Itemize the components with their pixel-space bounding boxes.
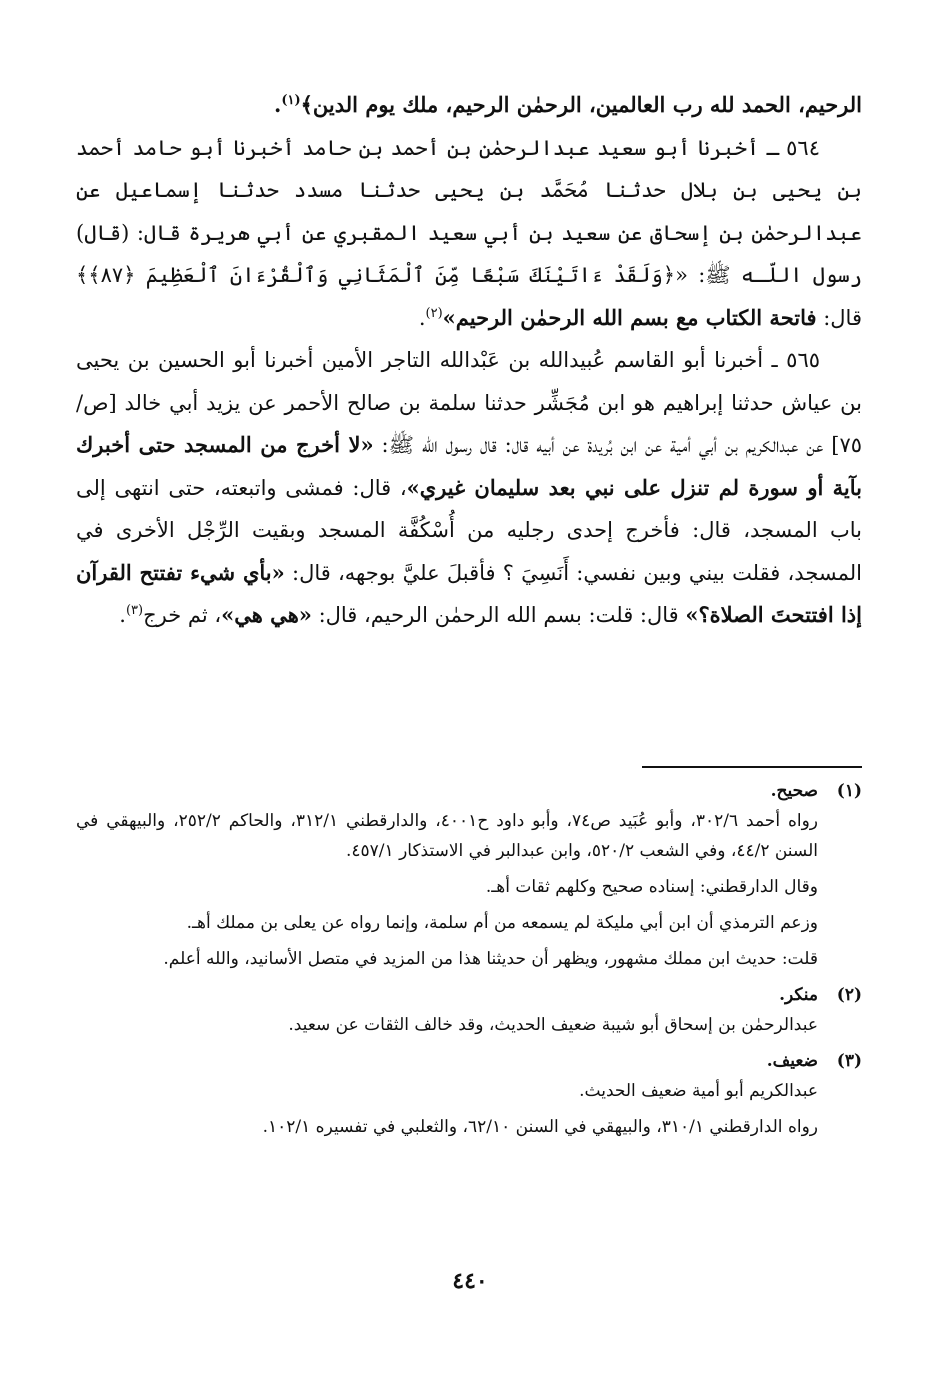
footnote-number: (١) [836, 781, 862, 801]
hadith-564: ٥٦٤ ـ أخبرنا أبو سعيد عبدالرحمٰن بن أحمد بن حامد أخبرنا أبو حامد أحمد بن يحيى بن بلال حدثنا مُحَمَّد بن يحيى حدثنا مسدد حدثنا إسماعيل عن عبدالرحمٰن بن إسحاق عن سعيد بن أبي سعيد المقبري عن أبي هريرة قال: (قال) رسول اللّـه ﷺ: «﴿وَلَقَدْ ءَاتَيْنَكَ سَبْعًا مِّنَ ٱلْمَثَانِي وَٱلْقُرْءَانَ ٱلْعَظِيمَ ﴿٨٧﴾﴾ قال: فاتحة الكتاب مع بسم الله الرحمٰن الرحيم»$^{(٢)}$. [76, 135, 862, 330]
footnote-ref-3: (٣) [125, 603, 144, 618]
footnote-1 [76, 776, 862, 974]
hadith-565-text: أخبرنا أبو القاسم عُبيدالله بن عَبْدالله التاجر الأمين أخبرنا أبو الحسين بن يحيى بن عياش حدثنا إبراهيم هو ابن مُجَشِّر حدثنا سلمة بن صالح الأحمر عن يزيد أبي خالد [ص/٧٥] عن عبدالكريم بن أبي أمية عن ابن بُريدة عن أبيه قال: قال رسول اللّه ﷺ: [76, 348, 862, 457]
footnote-paragraph: وقال الدارقطني: إسناده صحيح وكلهم ثقات أهـ. [485, 877, 818, 897]
footnote-paragraph: قلت: حديث ابن مملك مشهور، ويظهر أن حديثنا هذا من المزيد في متصل الأسانيد، والله أعلم. [163, 949, 818, 969]
footnote-verdict: منكر. [779, 985, 818, 1005]
hadith-565-text-4: ، ثم خرج [143, 603, 222, 627]
footnote-paragraph: رواه الدارقطني ٣١٠/١، والبيهقي في السنن ٦٢/١٠، والثعلبي في تفسيره ١٠٢/١. [262, 1117, 818, 1137]
footnote-2 [76, 980, 862, 1040]
footnote-verdict: صحيح. [770, 781, 818, 801]
hadith-565-text-3: قال: قلت: بسم الله الرحمٰن الرحيم، قال: [318, 603, 679, 627]
footnote-number: (٣) [836, 1051, 862, 1071]
footnote-number: (٢) [836, 985, 862, 1005]
hadith-564-bold: فاتحة الكتاب مع بسم الله الرحمٰن الرحيم» [442, 304, 817, 330]
hadith-565-bold-3: «هي هي» [221, 602, 312, 627]
footnote-paragraph: رواه أحمد ٣٠٢/٦، وأبو عُبَيد ص٧٤، وأبو داود ح٤٠٠١، والدارقطني ٣١٢/١، والحاكم ٢٥٢/٢، والبيهقي في السنن ٤٤/٢، وفي الشعب ٥٢٠/٢، وابن عبدالبر في الاستذكار ٤٥٧/١. [76, 811, 819, 861]
hadith-number-565: ٥٦٥ ـ [771, 348, 821, 372]
hadith-565: ٥٦٥ ـ أخبرنا أبو القاسم عُبيدالله بن عَبْدالله التاجر الأمين أخبرنا أبو الحسين بن يحيى بن عياش حدثنا إبراهيم هو ابن مُجَشِّر حدثنا سلمة بن صالح الأحمر عن يزيد أبي خالد [ص/٧٥] عن عبدالكريم بن أبي أمية عن ابن بُريدة عن أبيه قال: قال رسول اللّه ﷺ: «لا أخرج من المسجد حتى أخبرك بآية أو سورة لم تنزل على نبي بعد سليمان غيري»، قال: فمشى واتبعته، حتى انتهى إلى باب المسجد، قال: فأخرج إحدى رجليه من أُسْكُفَّة المسجد وبقيت الرِّجْل الأخرى في المسجد، فقلت بيني وبين نفسي: أَنَسِيَ ؟ فأقبلَ عليَّ بوجهه، قال: «بأي شيء تفتتح القرآن إذا افتتحتَ الصلاة؟» قال: قلت: بسم الله الرحمٰن الرحيم، قال: «هي هي»، ثم خرج$^{(٣)}$. [76, 348, 862, 627]
hadith-565-text-2: ، قال: فمشى واتبعته، حتى انتهى إلى باب المسجد، قال: فأخرج إحدى رجليه من أُسْكُفَّة المسجد وبقيت الرِّجْل الأخرى في المسجد، فقلت بيني وبين نفسي: أَنَسِيَ ؟ فأقبلَ عليَّ بوجهه، قال: [76, 475, 862, 585]
footnote-ref-2: (٢) [425, 305, 443, 321]
footnote-paragraph: عبدالرحمٰن بن إسحاق أبو شيبة ضعيف الحديث، وقد خالف الثقات عن سعيد. [288, 1015, 818, 1035]
hadith-565-bold-1: «لا أخرج من المسجد حتى أخبرك بآية أو سورة لم تنزل على نبي بعد سليمان غيري» [76, 432, 862, 500]
main-text [76, 84, 862, 637]
hadith-564-text: أخبرنا أبو سعيد عبدالرحمٰن بن أحمد بن حامد أخبرنا أبو حامد أحمد بن يحيى بن بلال حدثنا مُحَمَّد بن يحيى حدثنا مسدد حدثنا إسماعيل عن عبدالرحمٰن بن إسحاق عن سعيد بن أبي سعيد المقبري عن أبي هريرة قال: (قال) رسول اللّـه ﷺ: «﴿وَلَقَدْ ءَاتَيْنَكَ سَبْعًا مِّنَ ٱلْمَثَانِي وَٱلْقُرْءَانَ ٱلْعَظِيمَ ﴿٨٧﴾﴾ قال: [76, 135, 862, 330]
footnote-separator [642, 766, 862, 768]
footnote-ref-1: (١) [281, 93, 301, 108]
footnote-paragraph: وزعم الترمذي أن ابن أبي مليكة لم يسمعه من أم سلمة، وإنما رواه عن يعلى بن مملك أهـ. [186, 913, 818, 933]
hadith-number-564: ٥٦٤ ـ [766, 135, 820, 160]
footnote-3 [76, 1046, 862, 1142]
footnote-verdict: ضعيف. [766, 1051, 818, 1071]
footnotes [76, 776, 862, 1148]
continued-verse-line: الرحيم، الحمد لله رب العالمين، الرحمٰن الرحيم، ملك يوم الدين﴾$^{(١)}$. [274, 92, 862, 117]
verse-continuation: الرحيم، الحمد لله رب العالمين، الرحمٰن الرحيم، ملك يوم الدين﴾ [300, 92, 862, 117]
page-number: ٤٤٠ [452, 1268, 488, 1294]
hadith-565-bold-2: «بأي شيء تفتتح القرآن إذا افتتحتَ الصلاة؟» [76, 559, 862, 627]
footnote-paragraph: عبدالكريم أبو أمية ضعيف الحديث. [579, 1081, 818, 1101]
